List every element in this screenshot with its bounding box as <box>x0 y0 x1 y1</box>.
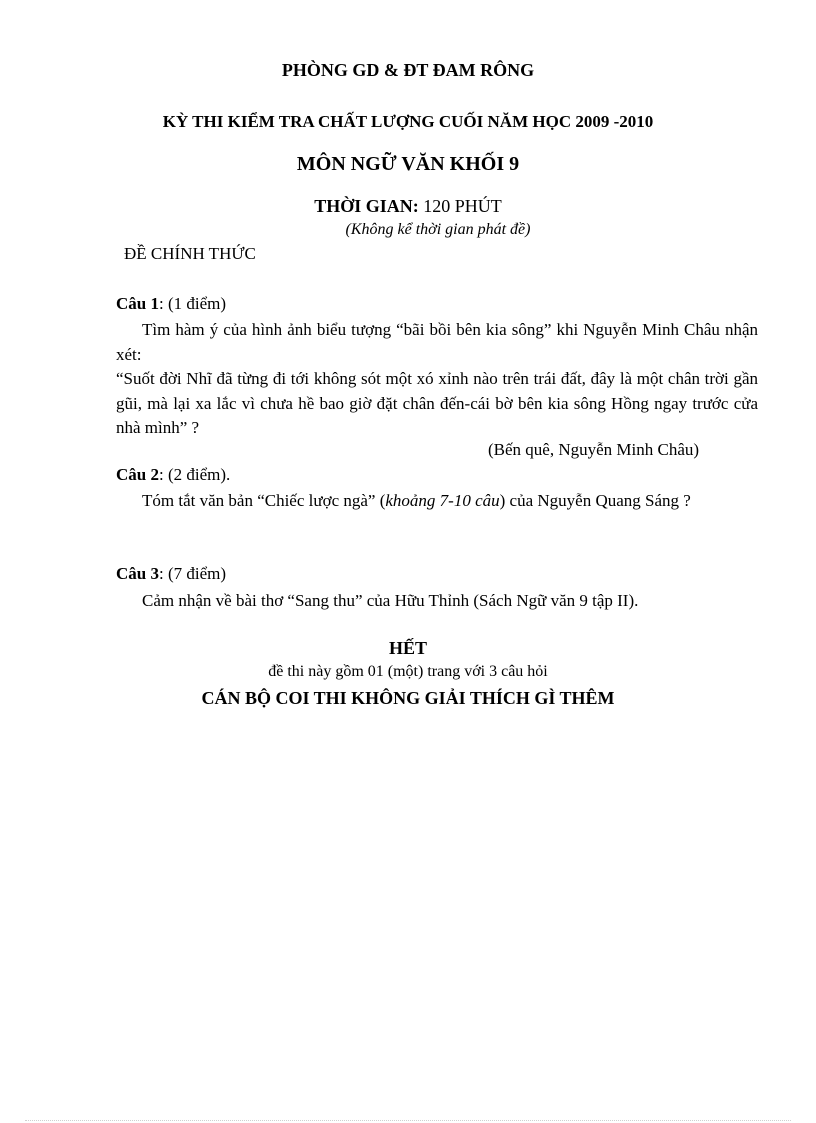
question-2-points: : (2 điểm). <box>158 465 231 484</box>
question-2-prompt: Tóm tắt văn bản “Chiếc lược ngà” (khoảng 7-10 câu) của Nguyễn Quang Sáng ? <box>142 491 691 510</box>
question-3-heading <box>116 564 226 584</box>
question-1-heading <box>116 294 226 314</box>
time-note: (Không kể thời gian phát đề) <box>345 221 531 238</box>
department-title: PHÒNG GD & ĐT ĐAM RÔNG <box>281 60 535 80</box>
question-2-heading <box>116 465 230 485</box>
question-1-points: : (1 điểm) <box>158 294 227 313</box>
exam-duration <box>0 196 816 217</box>
end-marker: HẾT <box>388 638 427 658</box>
question-1-label: Câu 1 <box>116 294 159 313</box>
question-3-label: Câu 3 <box>116 564 159 583</box>
question-1-prompt: Tìm hàm ý của hình ảnh biểu tượng “bãi bồi bên kia sông” khi Nguyễn Minh Châu nhận xét: <box>116 320 758 364</box>
page-bottom-divider <box>25 1120 791 1121</box>
question-1-source: (Bến quê, Nguyễn Minh Châu) <box>488 440 700 459</box>
question-2-length-hint: khoảng 7-10 câu <box>385 491 500 510</box>
subject-title: MÔN NGỮ VĂN KHỐI 9 <box>296 153 520 175</box>
official-label: ĐỀ CHÍNH THỨC <box>124 244 256 263</box>
question-3-prompt: Cảm nhận về bài thơ “Sang thu” của Hữu Thỉnh (Sách Ngữ văn 9 tập II). <box>142 591 639 610</box>
time-value: 120 PHÚT <box>423 196 502 216</box>
question-2-label: Câu 2 <box>116 465 159 484</box>
exam-title: KỲ THI KIỂM TRA CHẤT LƯỢNG CUỐI NĂM HỌC 2009 -2010 <box>162 112 654 131</box>
page-count-note: đề thi này gồm 01 (một) trang với 3 câu hỏi <box>268 663 548 680</box>
time-label: THỜI GIAN: <box>314 196 419 216</box>
question-3-points: : (7 điểm) <box>158 564 227 583</box>
proctor-instruction: CÁN BỘ COI THI KHÔNG GIẢI THÍCH GÌ THÊM <box>201 688 615 708</box>
question-1-quote: “Suốt đời Nhĩ đã từng đi tới không sót một xó xỉnh nào trên trái đất, đây là một chân trời gần gũi, mà lại xa lắc vì chưa hề bao giờ đặt chân đến-cái bờ bên kia sông Hồng ngay trước cửa nhà mình” ? <box>116 369 758 437</box>
